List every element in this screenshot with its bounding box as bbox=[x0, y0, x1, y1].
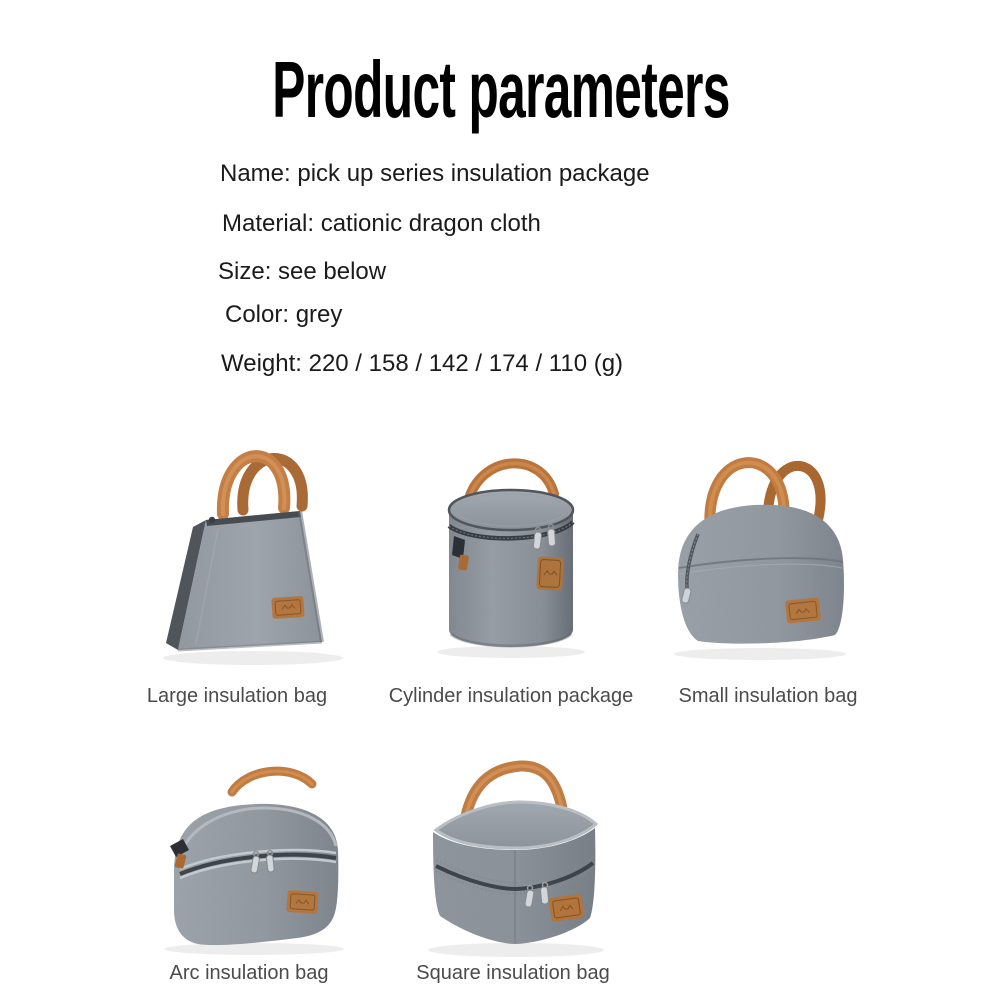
bag-shadow bbox=[428, 943, 604, 957]
page-title: Product parameters bbox=[272, 45, 730, 134]
brand-patch bbox=[286, 890, 318, 914]
bag-shadow bbox=[674, 648, 846, 660]
caption-arc-insulation-bag: Arc insulation bag bbox=[169, 962, 329, 984]
brand-patch bbox=[785, 597, 821, 623]
brand-patch bbox=[536, 556, 564, 590]
brand-patch bbox=[271, 596, 304, 619]
caption-large-insulation-bag: Large insulation bag bbox=[146, 685, 328, 707]
zipper-pull-icon bbox=[209, 517, 215, 523]
param-weight: Weight: 220 / 158 / 142 / 174 / 110 (g) bbox=[221, 350, 624, 377]
caption-cylinder-insulation-package: Cylinder insulation package bbox=[388, 685, 634, 707]
cylinder-insulation-package-image bbox=[418, 438, 604, 666]
large-insulation-bag-image bbox=[148, 428, 382, 670]
param-material: Material: cationic dragon cloth bbox=[222, 210, 541, 237]
bag-shadow bbox=[163, 651, 343, 665]
small-insulation-bag-image bbox=[648, 436, 872, 666]
bag-lid bbox=[449, 490, 573, 530]
caption-square-insulation-bag: Square insulation bag bbox=[416, 962, 610, 984]
caption-small-insulation-bag: Small insulation bag bbox=[678, 685, 858, 707]
bag-shadow bbox=[437, 646, 585, 658]
param-name: Name: pick up series insulation package bbox=[220, 160, 650, 187]
arc-insulation-bag-image bbox=[140, 750, 372, 958]
param-color: Color: grey bbox=[225, 301, 343, 328]
param-size: Size: see below bbox=[218, 258, 387, 285]
square-insulation-bag-image bbox=[400, 746, 632, 960]
bag-shadow bbox=[164, 943, 344, 955]
brand-patch bbox=[548, 894, 584, 922]
